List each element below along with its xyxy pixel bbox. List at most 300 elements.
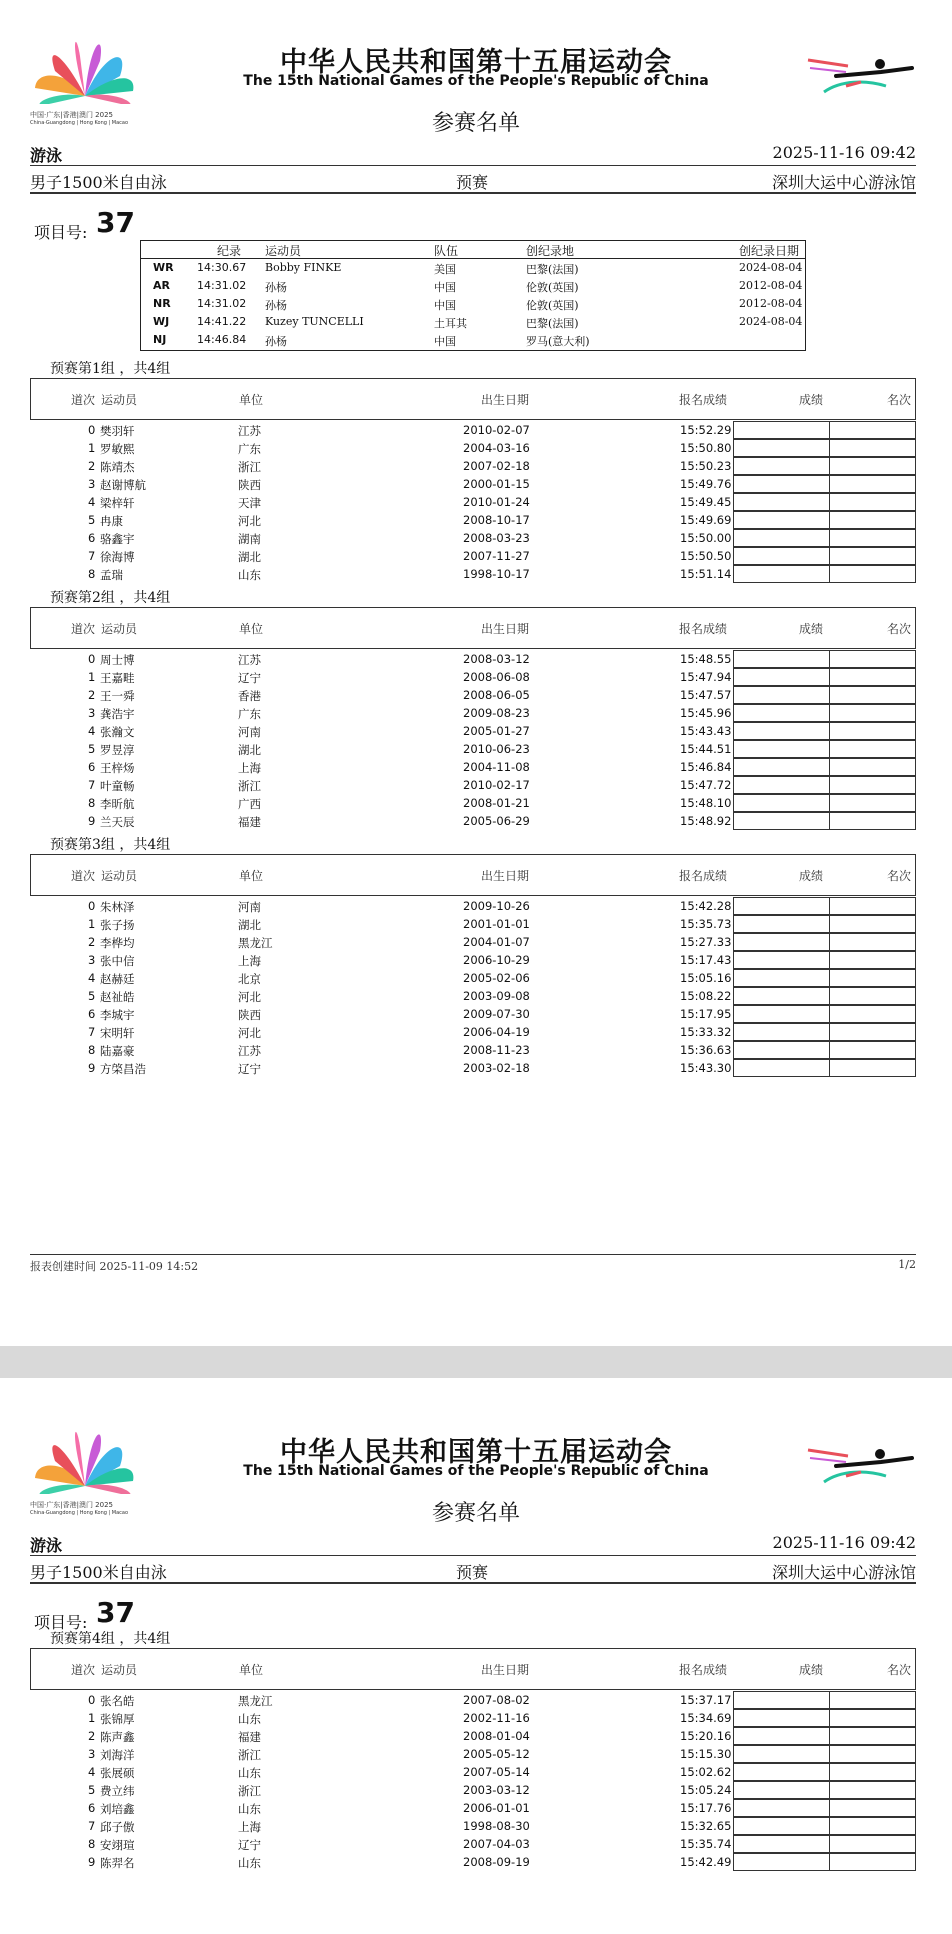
athlete-dob: 2002-11-16 <box>463 1711 530 1725</box>
column-lane: 道次 <box>71 393 96 407</box>
record-place: 罗马(意大利) <box>526 335 590 348</box>
athlete-dob: 2008-06-05 <box>463 688 530 702</box>
athlete-dob: 2007-04-03 <box>463 1837 530 1851</box>
entry-time: 15:27.33 <box>680 935 732 949</box>
entry-time: 15:15.30 <box>680 1747 732 1761</box>
athlete-name: 李桦均 <box>100 936 135 950</box>
result-box <box>733 812 830 830</box>
entry-time: 15:37.17 <box>680 1693 732 1707</box>
result-box <box>733 457 830 475</box>
lane-number: 8 <box>88 567 96 581</box>
athlete-name: 陈羿名 <box>100 1856 135 1870</box>
result-box <box>733 704 830 722</box>
table-row <box>30 987 916 1005</box>
column-result: 成绩 <box>799 1663 824 1677</box>
lane-number: 4 <box>88 971 96 985</box>
table-row <box>30 704 916 722</box>
table-row <box>30 421 916 439</box>
rank-box <box>829 794 916 812</box>
record-code: AR <box>153 279 170 292</box>
entry-time: 15:43.30 <box>680 1061 732 1075</box>
column-athlete: 运动员 <box>101 393 138 407</box>
result-box <box>733 1005 830 1023</box>
table-row <box>30 475 916 493</box>
table-row <box>30 1023 916 1041</box>
athlete-dob: 2008-01-21 <box>463 796 530 810</box>
lane-number: 7 <box>88 778 96 792</box>
entry-time: 15:43.43 <box>680 724 732 738</box>
entry-time: 15:34.69 <box>680 1711 732 1725</box>
column-entry-time: 报名成绩 <box>679 393 728 407</box>
lane-number: 7 <box>88 1025 96 1039</box>
entry-time: 15:42.49 <box>680 1855 732 1869</box>
page-number: 1/2 <box>898 1258 916 1271</box>
lane-number: 1 <box>88 670 96 684</box>
entry-time: 15:47.94 <box>680 670 732 684</box>
lane-number: 2 <box>88 935 96 949</box>
athlete-name: 骆鑫宇 <box>100 532 135 546</box>
result-box <box>733 740 830 758</box>
entry-time: 15:48.92 <box>680 814 732 828</box>
rank-box <box>829 758 916 776</box>
athlete-unit: 山东 <box>238 1712 261 1726</box>
table-row <box>30 668 916 686</box>
table-row <box>30 776 916 794</box>
entry-time: 15:35.73 <box>680 917 732 931</box>
rank-box <box>829 1799 916 1817</box>
athlete-name: 罗昱淳 <box>100 743 135 757</box>
athlete-dob: 2005-02-06 <box>463 971 530 985</box>
result-box <box>733 969 830 987</box>
entry-time: 15:49.69 <box>680 513 732 527</box>
record-code: WR <box>153 261 174 274</box>
lane-number: 4 <box>88 495 96 509</box>
athlete-dob: 2008-03-12 <box>463 652 530 666</box>
report-datetime: 2025-11-16 09:42 <box>772 143 916 162</box>
athlete-name: 陈靖杰 <box>100 460 135 474</box>
record-athlete: Kuzey TUNCELLI <box>265 315 364 328</box>
rank-box <box>829 1835 916 1853</box>
event-no-label: 项目号: <box>34 223 88 242</box>
result-box <box>733 915 830 933</box>
athlete-name: 张瀚文 <box>100 725 135 739</box>
table-row <box>30 1059 916 1077</box>
column-lane: 道次 <box>71 622 96 636</box>
athlete-unit: 河北 <box>238 1026 261 1040</box>
lane-number: 2 <box>88 1729 96 1743</box>
result-box <box>733 897 830 915</box>
lane-number: 9 <box>88 814 96 828</box>
rank-box <box>829 1853 916 1871</box>
athlete-name: 李城宇 <box>100 1008 135 1022</box>
record-team: 中国 <box>434 299 456 312</box>
athlete-name: 王梓炀 <box>100 761 135 775</box>
athlete-unit: 陕西 <box>238 1008 261 1022</box>
rank-box <box>829 511 916 529</box>
entry-time: 15:52.29 <box>680 423 732 437</box>
entry-time: 15:17.43 <box>680 953 732 967</box>
result-box <box>733 565 830 583</box>
doc-title: 参赛名单 <box>431 111 520 136</box>
rank-box <box>829 529 916 547</box>
logo-text-en: China·Guangdong | Hong Kong | Macao <box>30 1510 129 1516</box>
result-box <box>733 1799 830 1817</box>
result-box <box>733 650 830 668</box>
lane-number: 0 <box>88 652 96 666</box>
result-box <box>733 439 830 457</box>
athlete-unit: 湖北 <box>238 918 261 932</box>
column-lane: 道次 <box>71 869 96 883</box>
athlete-name: 刘培鑫 <box>100 1802 135 1816</box>
athlete-unit: 陕西 <box>238 478 261 492</box>
athlete-unit: 江苏 <box>238 653 261 667</box>
result-box <box>733 933 830 951</box>
record-time: 14:41.22 <box>197 315 247 328</box>
athlete-unit: 湖北 <box>238 743 261 757</box>
athlete-name: 张名皓 <box>100 1694 135 1708</box>
athlete-dob: 2008-10-17 <box>463 513 530 527</box>
athlete-name: 罗敏熙 <box>100 442 135 456</box>
column-dob: 出生日期 <box>481 622 530 636</box>
logo-text-cn: 中国·广东|香港|澳门 2025 <box>30 111 113 119</box>
lane-number: 2 <box>88 459 96 473</box>
entry-time: 15:45.96 <box>680 706 732 720</box>
records-table <box>140 240 806 351</box>
athlete-name: 张展硕 <box>100 1766 135 1780</box>
athlete-dob: 2004-01-07 <box>463 935 530 949</box>
athlete-name: 费立纬 <box>100 1784 135 1798</box>
record-code: NR <box>153 297 171 310</box>
column-unit: 单位 <box>239 1663 264 1677</box>
athlete-dob: 2010-02-07 <box>463 423 530 437</box>
rank-box <box>829 933 916 951</box>
athlete-dob: 2008-03-23 <box>463 531 530 545</box>
lane-number: 3 <box>88 1747 96 1761</box>
athlete-dob: 2009-07-30 <box>463 1007 530 1021</box>
result-box <box>733 1041 830 1059</box>
table-row <box>30 565 916 583</box>
athlete-name: 王一舜 <box>100 689 135 703</box>
athlete-name: 朱林泽 <box>100 900 135 914</box>
table-row <box>30 547 916 565</box>
table-row <box>30 1799 916 1817</box>
athlete-unit: 湖南 <box>238 532 261 546</box>
athlete-dob: 1998-08-30 <box>463 1819 530 1833</box>
lane-number: 4 <box>88 724 96 738</box>
column-dob: 出生日期 <box>481 1663 530 1677</box>
table-row <box>30 529 916 547</box>
table-row <box>30 1745 916 1763</box>
record-athlete: 孙杨 <box>265 281 287 294</box>
lane-number: 2 <box>88 688 96 702</box>
records-header-athlete: 运动员 <box>265 244 302 258</box>
rank-box <box>829 969 916 987</box>
table-row <box>30 794 916 812</box>
rank-box <box>829 1059 916 1077</box>
sport-name: 游泳 <box>30 1536 63 1555</box>
header-title-en: The 15th National Games of the People's Republic of China <box>243 73 709 89</box>
athlete-dob: 2005-06-29 <box>463 814 530 828</box>
table-row <box>30 493 916 511</box>
records-header-team: 队伍 <box>434 244 459 258</box>
athlete-dob: 2003-09-08 <box>463 989 530 1003</box>
athlete-unit: 广西 <box>238 797 261 811</box>
athlete-name: 叶童畅 <box>100 779 135 793</box>
table-row <box>30 1817 916 1835</box>
athlete-unit: 山东 <box>238 1766 261 1780</box>
page-separator <box>0 1346 952 1378</box>
rank-box <box>829 1691 916 1709</box>
rank-box <box>829 493 916 511</box>
athlete-unit: 上海 <box>238 1820 261 1834</box>
lane-number: 5 <box>88 989 96 1003</box>
logo-text-cn: 中国·广东|香港|澳门 2025 <box>30 1501 113 1509</box>
column-unit: 单位 <box>239 622 264 636</box>
athlete-dob: 2000-01-15 <box>463 477 530 491</box>
athlete-unit: 浙江 <box>238 1784 261 1798</box>
column-lane: 道次 <box>71 1663 96 1677</box>
record-code: NJ <box>153 333 167 346</box>
entry-time: 15:35.74 <box>680 1837 732 1851</box>
athlete-unit: 黑龙江 <box>238 1694 273 1708</box>
result-box <box>733 951 830 969</box>
rank-box <box>829 812 916 830</box>
entry-time: 15:44.51 <box>680 742 732 756</box>
athlete-name: 李昕航 <box>100 797 135 811</box>
record-date: 2012-08-04 <box>739 297 803 310</box>
athlete-dob: 2007-02-18 <box>463 459 530 473</box>
athlete-unit: 河北 <box>238 990 261 1004</box>
table-row <box>30 1835 916 1853</box>
column-dob: 出生日期 <box>481 393 530 407</box>
entry-time: 15:08.22 <box>680 989 732 1003</box>
column-result: 成绩 <box>799 869 824 883</box>
athlete-name: 冉康 <box>100 514 123 528</box>
lane-number: 3 <box>88 953 96 967</box>
group-title: 预赛第1组 ，共4组 <box>50 361 171 377</box>
lane-number: 1 <box>88 1711 96 1725</box>
lane-number: 6 <box>88 1801 96 1815</box>
record-place: 伦敦(英国) <box>526 281 579 294</box>
column-athlete: 运动员 <box>101 1663 138 1677</box>
record-team: 中国 <box>434 335 456 348</box>
rank-box <box>829 1817 916 1835</box>
rank-box <box>829 1745 916 1763</box>
athlete-dob: 2007-08-02 <box>463 1693 530 1707</box>
lane-number: 6 <box>88 531 96 545</box>
athlete-unit: 广东 <box>238 442 261 456</box>
rank-box <box>829 439 916 457</box>
athlete-unit: 福建 <box>238 815 261 829</box>
athlete-unit: 浙江 <box>238 779 261 793</box>
entry-time: 15:51.14 <box>680 567 732 581</box>
entry-time: 15:47.57 <box>680 688 732 702</box>
column-rank: 名次 <box>887 1663 912 1677</box>
entry-time: 15:48.10 <box>680 796 732 810</box>
athlete-dob: 2007-05-14 <box>463 1765 530 1779</box>
athlete-dob: 2001-01-01 <box>463 917 530 931</box>
table-row <box>30 686 916 704</box>
rank-box <box>829 897 916 915</box>
rank-box <box>829 1005 916 1023</box>
table-row <box>30 722 916 740</box>
lane-number: 8 <box>88 1837 96 1851</box>
lane-number: 3 <box>88 477 96 491</box>
athlete-name: 张子扬 <box>100 918 135 932</box>
entry-time: 15:46.84 <box>680 760 732 774</box>
rank-box <box>829 547 916 565</box>
logo-text-en: China·Guangdong | Hong Kong | Macao <box>30 120 129 126</box>
lane-number: 5 <box>88 742 96 756</box>
rank-box <box>829 650 916 668</box>
rank-box <box>829 1781 916 1799</box>
doc-title: 参赛名单 <box>431 1501 520 1526</box>
record-time: 14:30.67 <box>197 261 247 274</box>
entry-time: 15:50.00 <box>680 531 732 545</box>
record-date: 2024-08-04 <box>739 261 803 274</box>
athlete-unit: 湖北 <box>238 550 261 564</box>
athlete-unit: 北京 <box>238 972 261 986</box>
entry-time: 15:17.76 <box>680 1801 732 1815</box>
event-no: 37 <box>96 206 135 239</box>
athlete-dob: 2010-02-17 <box>463 778 530 792</box>
venue-name: 深圳大运中心游泳馆 <box>771 1563 916 1582</box>
record-team: 中国 <box>434 281 456 294</box>
athlete-name: 张锦厚 <box>100 1712 135 1726</box>
record-place: 伦敦(英国) <box>526 299 579 312</box>
group-table-header <box>30 607 916 649</box>
athlete-name: 陈声鑫 <box>100 1730 135 1744</box>
column-rank: 名次 <box>887 622 912 636</box>
lane-number: 9 <box>88 1061 96 1075</box>
column-athlete: 运动员 <box>101 622 138 636</box>
table-row <box>30 969 916 987</box>
athlete-name: 陆嘉豪 <box>100 1044 135 1058</box>
entry-time: 15:48.55 <box>680 652 732 666</box>
athlete-dob: 2008-01-04 <box>463 1729 530 1743</box>
records-header-date: 创纪录日期 <box>739 244 800 258</box>
result-box <box>733 493 830 511</box>
record-code: WJ <box>153 315 170 328</box>
lane-number: 7 <box>88 1819 96 1833</box>
lane-number: 0 <box>88 1693 96 1707</box>
lane-number: 3 <box>88 706 96 720</box>
result-box <box>733 475 830 493</box>
table-row <box>30 915 916 933</box>
table-row <box>30 1005 916 1023</box>
sport-name: 游泳 <box>30 146 63 165</box>
group-table-header <box>30 378 916 420</box>
athlete-name: 方棨昌浩 <box>100 1062 146 1076</box>
athlete-name: 梁梓轩 <box>100 496 135 510</box>
entry-time: 15:36.63 <box>680 1043 732 1057</box>
record-time: 14:31.02 <box>197 297 247 310</box>
rank-box <box>829 421 916 439</box>
result-box <box>733 1853 830 1871</box>
athlete-name: 刘海洋 <box>100 1748 135 1762</box>
athlete-dob: 2008-09-19 <box>463 1855 530 1869</box>
athlete-dob: 2008-06-08 <box>463 670 530 684</box>
rank-box <box>829 457 916 475</box>
athlete-name: 安翊瑄 <box>100 1838 135 1852</box>
athlete-dob: 2006-01-01 <box>463 1801 530 1815</box>
column-athlete: 运动员 <box>101 869 138 883</box>
result-box <box>733 547 830 565</box>
rank-box <box>829 475 916 493</box>
athlete-unit: 上海 <box>238 954 261 968</box>
athlete-name: 孟瑞 <box>100 568 123 582</box>
event-no: 37 <box>96 1596 135 1629</box>
athlete-dob: 2004-03-16 <box>463 441 530 455</box>
column-result: 成绩 <box>799 622 824 636</box>
report-datetime: 2025-11-16 09:42 <box>772 1533 916 1552</box>
rank-box <box>829 740 916 758</box>
athlete-name: 兰天辰 <box>100 815 135 829</box>
lane-number: 8 <box>88 796 96 810</box>
result-box <box>733 1781 830 1799</box>
result-box <box>733 776 830 794</box>
event-phase: 预赛 <box>456 173 489 192</box>
result-box <box>733 1817 830 1835</box>
column-entry-time: 报名成绩 <box>679 1663 728 1677</box>
athlete-dob: 2008-11-23 <box>463 1043 530 1057</box>
group-title: 预赛第3组 ，共4组 <box>50 837 171 853</box>
entry-time: 15:49.45 <box>680 495 732 509</box>
event-name: 男子1500米自由泳 <box>30 1563 167 1582</box>
athlete-unit: 山东 <box>238 568 261 582</box>
athlete-unit: 山东 <box>238 1802 261 1816</box>
group-title: 预赛第4组 ，共4组 <box>50 1631 171 1647</box>
lane-number: 0 <box>88 423 96 437</box>
rank-box <box>829 1727 916 1745</box>
entry-time: 15:32.65 <box>680 1819 732 1833</box>
rank-box <box>829 722 916 740</box>
entry-time: 15:02.62 <box>680 1765 732 1779</box>
event-no-label: 项目号: <box>34 1613 88 1632</box>
athlete-name: 徐海博 <box>100 550 135 564</box>
athlete-unit: 天津 <box>238 496 261 510</box>
rank-box <box>829 776 916 794</box>
column-unit: 单位 <box>239 393 264 407</box>
athlete-dob: 2006-10-29 <box>463 953 530 967</box>
lane-number: 0 <box>88 899 96 913</box>
result-box <box>733 511 830 529</box>
rank-box <box>829 1041 916 1059</box>
record-athlete: Bobby FINKE <box>265 261 342 274</box>
athlete-unit: 广东 <box>238 707 261 721</box>
lane-number: 1 <box>88 441 96 455</box>
entry-time: 15:49.76 <box>680 477 732 491</box>
record-date: 2024-08-04 <box>739 315 803 328</box>
athlete-dob: 2006-04-19 <box>463 1025 530 1039</box>
lane-number: 5 <box>88 513 96 527</box>
athlete-dob: 1998-10-17 <box>463 567 530 581</box>
result-box <box>733 987 830 1005</box>
result-box <box>733 1023 830 1041</box>
header-title-cn: 中华人民共和国第十五届运动会 <box>280 1437 672 1468</box>
record-place: 巴黎(法国) <box>526 317 579 330</box>
column-dob: 出生日期 <box>481 869 530 883</box>
result-box <box>733 668 830 686</box>
lane-number: 5 <box>88 1783 96 1797</box>
event-name: 男子1500米自由泳 <box>30 173 167 192</box>
result-box <box>733 529 830 547</box>
result-box <box>733 421 830 439</box>
rank-box <box>829 1023 916 1041</box>
table-row <box>30 758 916 776</box>
entry-time: 15:50.80 <box>680 441 732 455</box>
header-title-en: The 15th National Games of the People's Republic of China <box>243 1463 709 1479</box>
